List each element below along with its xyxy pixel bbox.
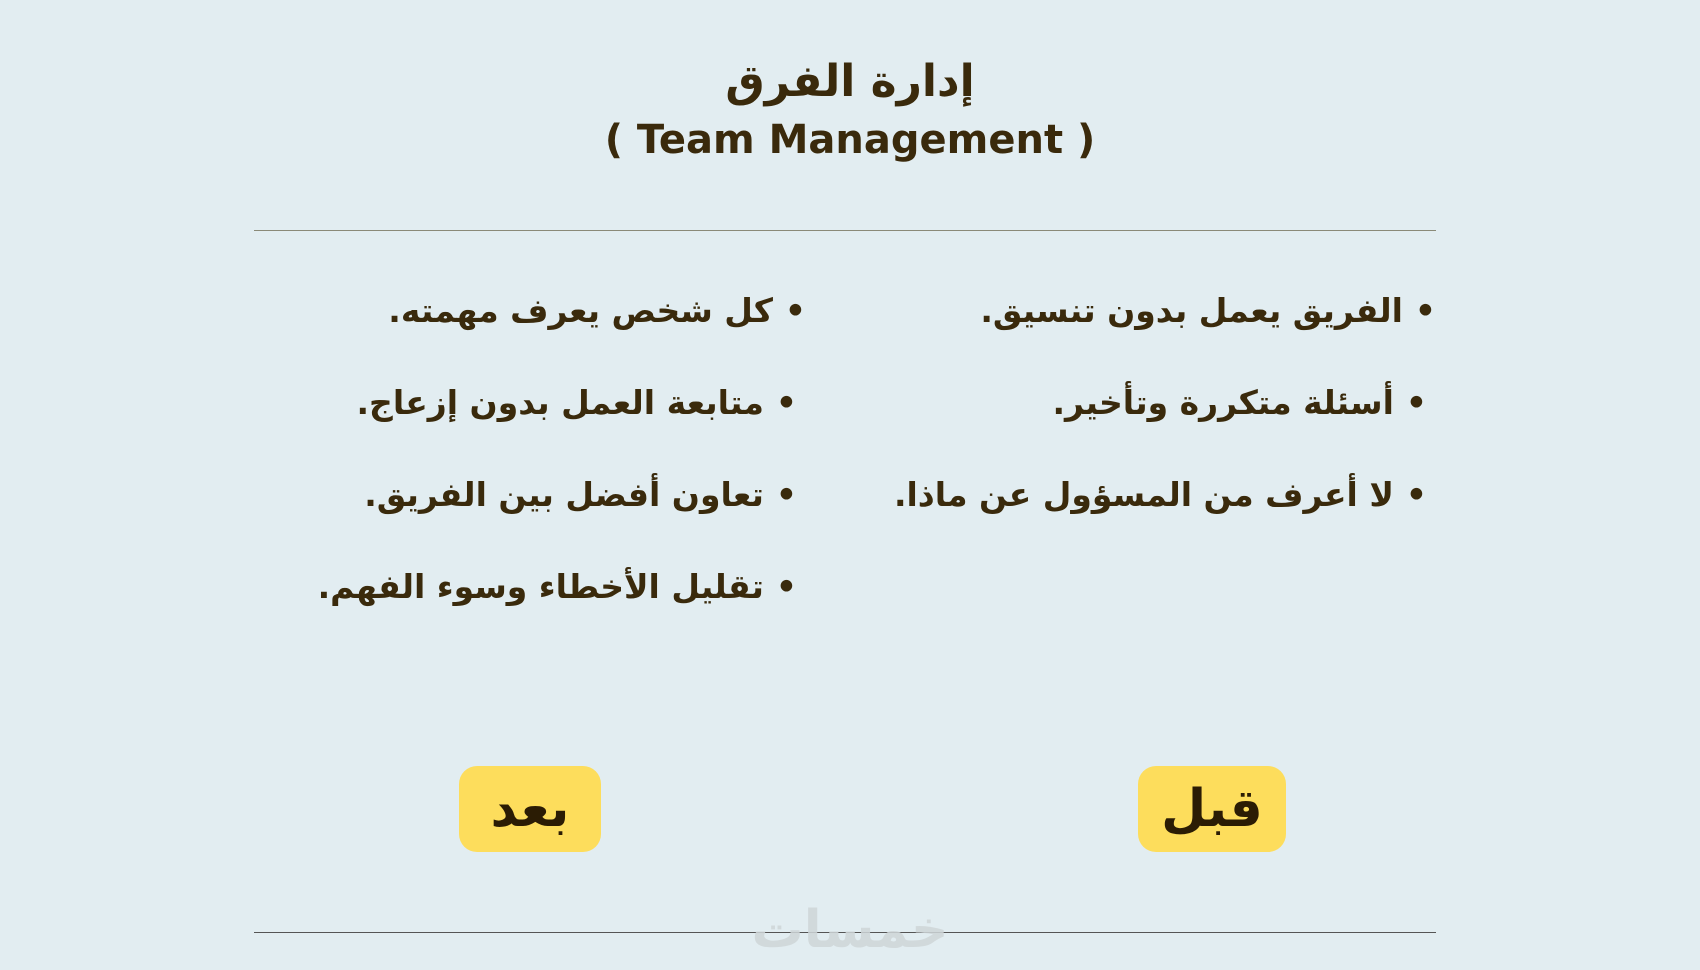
bullet-icon: • xyxy=(1405,383,1427,422)
bullet-icon: • xyxy=(775,567,797,606)
after-item-text: كل شخص يعرف مهمته. xyxy=(388,291,773,330)
before-item xyxy=(876,454,1436,546)
after-item-text: تعاون أفضل بين الفريق. xyxy=(364,475,764,514)
before-item-text: لا أعرف من المسؤول عن ماذا. xyxy=(893,475,1394,514)
after-list xyxy=(246,270,806,638)
bullet-icon: • xyxy=(775,475,797,514)
page-title-english: ( Team Management ) xyxy=(604,117,1096,163)
before-item-text: أسئلة متكررة وتأخير. xyxy=(1052,383,1394,422)
page-title-arabic: إدارة الفرق xyxy=(725,56,975,107)
watermark-logo: خمسات xyxy=(751,900,949,960)
top-divider xyxy=(254,230,1436,231)
before-item xyxy=(876,270,1436,362)
after-item-text: متابعة العمل بدون إزعاج. xyxy=(356,383,764,422)
bullet-icon: • xyxy=(1405,475,1427,514)
bullet-icon: • xyxy=(775,383,797,422)
before-badge: قبل xyxy=(1138,766,1286,852)
bullet-icon: • xyxy=(784,291,806,330)
after-badge: بعد xyxy=(459,766,601,852)
before-item-text: الفريق يعمل بدون تنسيق. xyxy=(980,291,1403,330)
after-item xyxy=(246,362,806,454)
after-item xyxy=(246,546,806,638)
after-item xyxy=(246,270,806,362)
bullet-icon: • xyxy=(1414,291,1436,330)
before-list xyxy=(876,270,1436,546)
after-item xyxy=(246,454,806,546)
after-item-text: تقليل الأخطاء وسوء الفهم. xyxy=(317,567,764,606)
before-item xyxy=(876,362,1436,454)
